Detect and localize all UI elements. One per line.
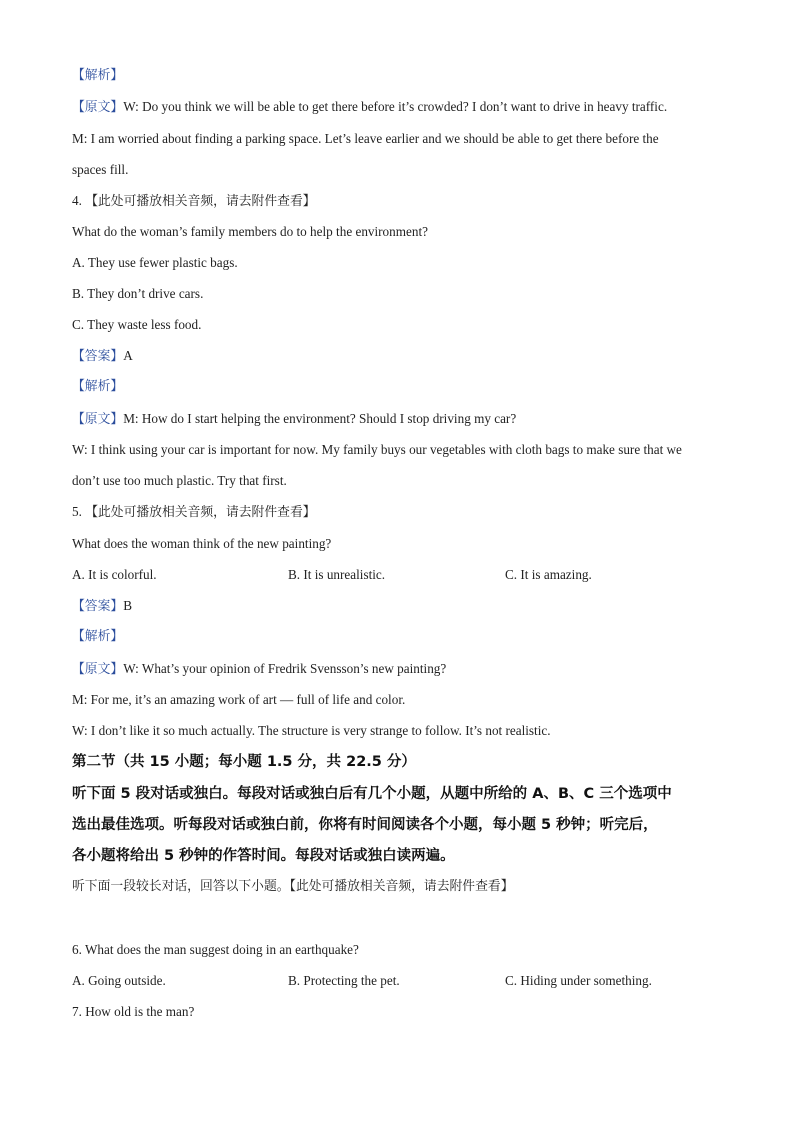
q4-question: What do the woman’s family members do to help the environment? [72,224,428,239]
q5-w-line-2: W: I don’t like it so much actually. The structure is very strange to follow. It’s not realistic. [72,723,551,738]
section2-heading: 第二节（共 15 小题；每小题 1.5 分，共 22.5 分） [72,754,416,770]
q4-answer-value: A [123,348,133,363]
q3-m-line-2: spaces fill. [72,162,129,177]
q6-option-c: C. Hiding under something. [505,973,652,988]
q6-options-row [72,972,722,990]
q4-w-line-1: W: I think using your car is important for now. My family buys our vegetables with cloth bags to make sure that we [72,442,682,457]
q4-w-line-2: don’t use too much plastic. Try that first. [72,473,287,488]
q5-option-b: B. It is unrealistic. [288,567,386,582]
q5-answer [72,597,132,616]
q5-transcript-w [72,660,446,679]
q5-m-line: M: For me, it’s an amazing work of art — full of life and color. [72,692,406,707]
q5-option-a: A. It is colorful. [72,567,157,582]
q6-option-b: B. Protecting the pet. [288,973,400,988]
section2-audio-prompt[interactable]: 听下面一段较长对话，回答以下小题。【此处可播放相关音频，请去附件查看】 [72,879,514,894]
q5-audio-note[interactable]: 【此处可播放相关音频，请去附件查看】 [85,505,316,520]
q4-option-a: A. They use fewer plastic bags. [72,255,238,270]
q4-answer [72,347,133,366]
q5-option-c: C. It is amazing. [505,567,592,582]
q5-header [72,503,316,522]
q3-transcript-w [72,98,667,117]
q7-question: 7. How old is the man? [72,1004,195,1019]
q5-number: 5. [72,504,82,519]
q6-option-a: A. Going outside. [72,973,166,988]
q5-answer-tag: 【答案】 [72,599,124,614]
section2-instructions-1: 听下面 5 段对话或独白。每段对话或独白后有几个小题，从题中所给的 A、B、C 三个选项中 [72,786,672,802]
q5-text-tag: 【原文】 [72,662,124,677]
q4-option-c: C. They waste less food. [72,317,202,332]
q3-text-tag: 【原文】 [72,100,124,115]
q3-w-line: W: Do you think we will be able to get there before it’s crowded? I don’t want to drive in heavy traffic. [123,99,668,114]
q4-number: 4. [72,193,82,208]
q4-answer-tag: 【答案】 [72,349,124,364]
q3-m-line-1: M: I am worried about finding a parking space. Let’s leave earlier and we should be able to get there before the [72,131,659,146]
q5-options-row [72,566,722,584]
q4-m-line: M: How do I start helping the environment? Should I stop driving my car? [123,411,517,426]
q4-audio-note[interactable]: 【此处可播放相关音频，请去附件查看】 [85,194,316,209]
section2-instructions-3: 各小题将给出 5 秒钟的作答时间。每段对话或独白读两遍。 [72,848,455,864]
q6-question: 6. What does the man suggest doing in an earthquake? [72,942,359,957]
q5-answer-value: B [123,598,132,613]
q4-header [72,192,316,211]
q3-analysis-tag: 【解析】 [72,68,124,83]
q4-option-b: B. They don’t drive cars. [72,286,204,301]
q5-w-line-1: W: What’s your opinion of Fredrik Svensson’s new painting? [123,661,447,676]
q4-text-tag: 【原文】 [72,412,124,427]
q4-transcript-m [72,410,516,429]
q4-analysis-tag: 【解析】 [72,379,124,394]
q5-analysis-tag: 【解析】 [72,629,124,644]
q5-question: What does the woman think of the new painting? [72,536,332,551]
section2-instructions-2: 选出最佳选项。听每段对话或独白前，你将有时间阅读各个小题，每小题 5 秒钟；听完后， [72,817,658,833]
